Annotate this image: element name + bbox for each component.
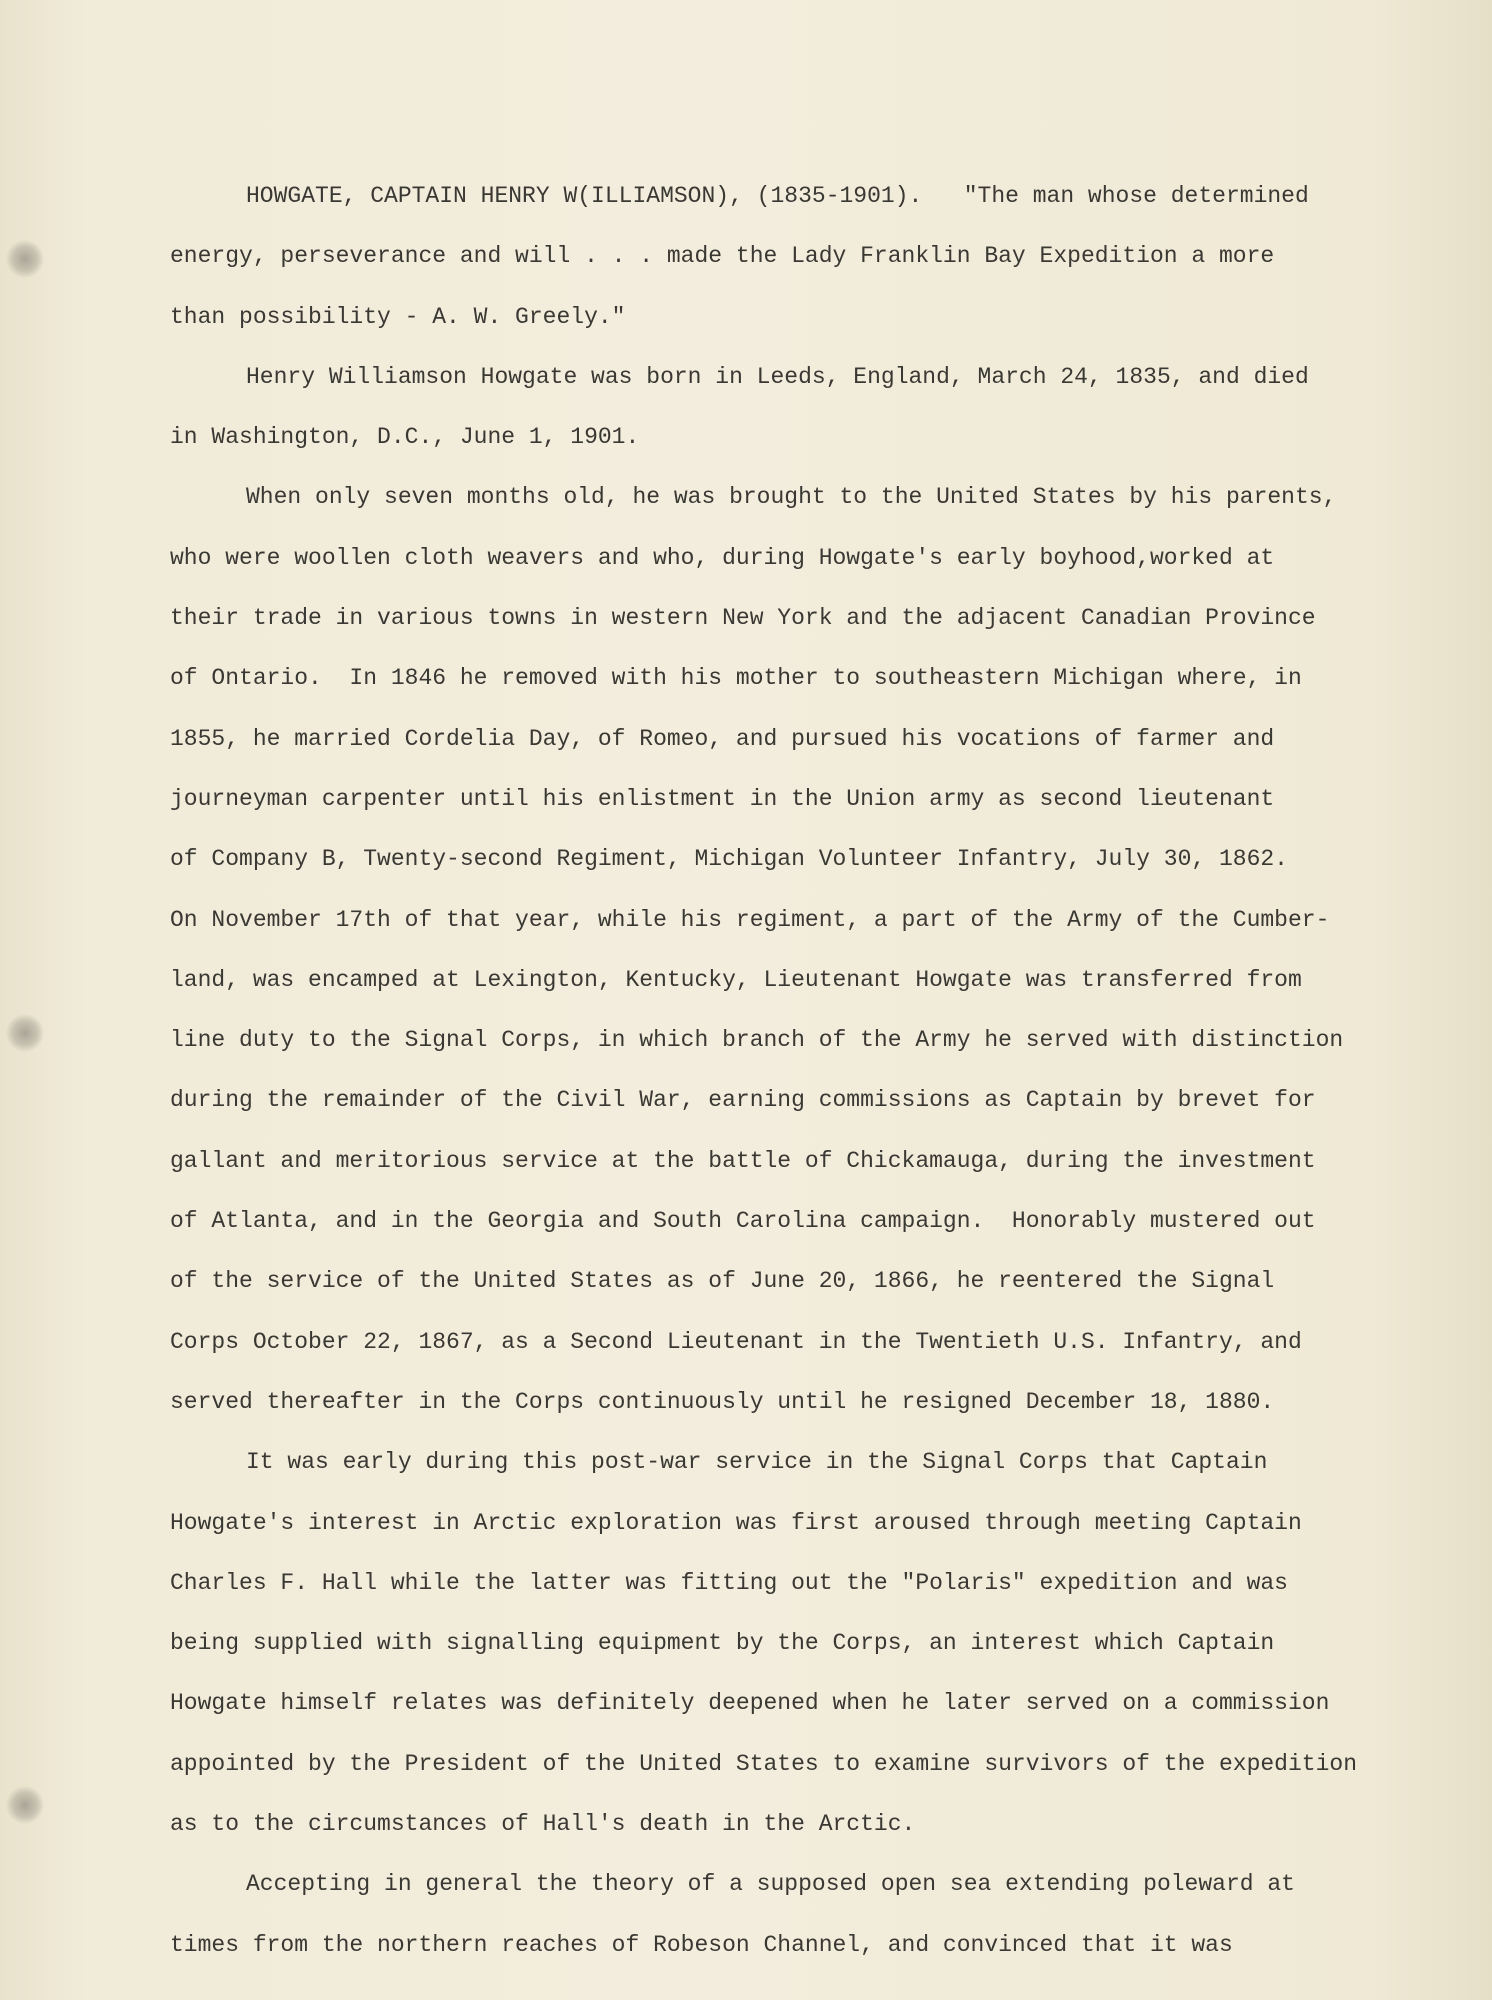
- text-line: 1855, he married Cordelia Day, of Romeo, and pursued his vocations of farmer and: [170, 725, 1275, 752]
- text-line: during the remainder of the Civil War, earning commissions as Captain by brevet for: [170, 1087, 1316, 1114]
- punch-hole-mark: [6, 1786, 44, 1824]
- text-line: Accepting in general the theory of a supposed open sea extending poleward at: [246, 1871, 1295, 1898]
- text-line: journeyman carpenter until his enlistment in the Union army as second lieutenant: [170, 785, 1275, 812]
- text-line: who were woollen cloth weavers and who, during Howgate's early boyhood,worked at: [170, 544, 1275, 571]
- text-line: of the service of the United States as of June 20, 1866, he reentered the Signal: [170, 1268, 1275, 1295]
- text-line: Henry Williamson Howgate was born in Leeds, England, March 24, 1835, and died: [246, 363, 1309, 390]
- text-line: of Ontario. In 1846 he removed with his mother to southeastern Michigan where, in: [170, 665, 1302, 692]
- text-line: their trade in various towns in western New York and the adjacent Canadian Province: [170, 605, 1316, 632]
- text-line: of Atlanta, and in the Georgia and South Carolina campaign. Honorably mustered out: [170, 1208, 1316, 1235]
- text-line: line duty to the Signal Corps, in which branch of the Army he served with distinction: [170, 1027, 1344, 1054]
- text-line: of Company B, Twenty-second Regiment, Michigan Volunteer Infantry, July 30, 1862.: [170, 846, 1288, 873]
- typewritten-text: [170, 166, 1470, 1975]
- text-line: in Washington, D.C., June 1, 1901.: [170, 424, 640, 451]
- text-line: Howgate himself relates was definitely deepened when he later served on a commission: [170, 1690, 1330, 1717]
- text-line: Howgate's interest in Arctic exploration was first aroused through meeting Captain: [170, 1509, 1302, 1536]
- text-line: being supplied with signalling equipment by the Corps, an interest which Captain: [170, 1630, 1275, 1657]
- text-line: appointed by the President of the United States to examine survivors of the expedition: [170, 1750, 1357, 1777]
- text-line: served thereafter in the Corps continuously until he resigned December 18, 1880.: [170, 1388, 1275, 1415]
- text-line: It was early during this post-war service in the Signal Corps that Captain: [246, 1449, 1268, 1476]
- text-line: Corps October 22, 1867, as a Second Lieutenant in the Twentieth U.S. Infantry, and: [170, 1328, 1302, 1355]
- text-line: When only seven months old, he was brought to the United States by his parents,: [246, 484, 1337, 511]
- punch-hole-mark: [6, 240, 44, 278]
- text-line: HOWGATE, CAPTAIN HENRY W(ILLIAMSON), (1835-1901). "The man whose determined: [246, 183, 1309, 209]
- text-line: as to the circumstances of Hall's death in the Arctic.: [170, 1811, 916, 1838]
- text-line: times from the northern reaches of Robeson Channel, and convinced that it was: [170, 1931, 1233, 1958]
- text-line: energy, perseverance and will . . . made the Lady Franklin Bay Expedition a more: [170, 243, 1275, 270]
- punch-hole-mark: [6, 1014, 44, 1052]
- text-line: On November 17th of that year, while his regiment, a part of the Army of the Cumber-: [170, 906, 1330, 933]
- text-line: land, was encamped at Lexington, Kentucky, Lieutenant Howgate was transferred from: [170, 966, 1302, 993]
- text-line: Charles F. Hall while the latter was fitting out the "Polaris" expedition and was: [170, 1569, 1288, 1596]
- text-line: gallant and meritorious service at the battle of Chickamauga, during the investment: [170, 1147, 1316, 1174]
- text-line: than possibility - A. W. Greely.": [170, 303, 626, 330]
